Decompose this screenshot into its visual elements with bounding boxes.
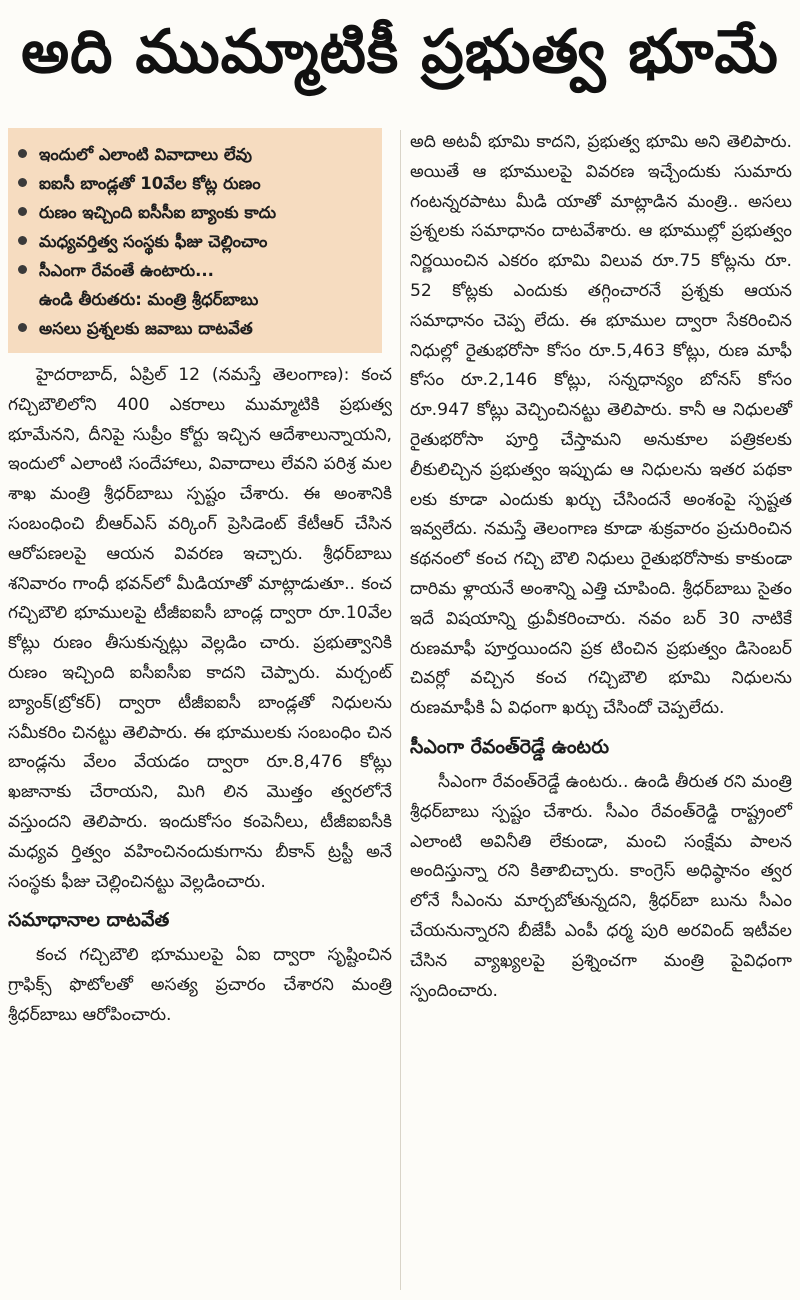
column-divider — [400, 130, 401, 1290]
highlight-text: ఇందులో ఎలాంటి వివాదాలు లేవు — [39, 145, 252, 164]
highlight-text: అసలు ప్రశ్నలకు జవాబు దాటవేత — [39, 319, 253, 338]
highlight-text: రుణం ఇచ్చింది ఐసీసీఐ బ్యాంకు కాదు — [39, 203, 277, 222]
article-body-right: అది అటవీ భూమి కాదని, ప్రభుత్వ భూమి అని తెలిపారు. అయితే ఆ భూములపై వివరణ ఇచ్చేందుకు సుమారు గంటన్నరపాటు మీడి యాతో మాట్లాడిన మంత్రి.. అసలు ప్రశ్నలకు సమాధానం దాటవేశారు. ఆ భూముల్లో ప్రభుత్వం నిర్ణయించిన ఎకరం భూమి విలువ రూ.75 కోట్లను రూ. 52 కోట్లకు ఎందుకు తగ్గించారనే ప్రశ్నకు ఆయన సమాధానం చెప్ప లేదు. ఈ భూముల ద్వారా సేకరించిన నిధుల్లో రైతుభరోసా కోసం రూ.5,463 కోట్లు, రుణ మాఫీ కోసం రూ.2,146 కోట్లు, సన్నధాన్యం బోనస్ కోసం రూ.947 కోట్లు వెచ్చించినట్టు తెలిపారు. కానీ ఆ నిధులతో రైతుభరోసా పూర్తి చేస్తామని అనుకూల పత్రికలకు లీకులిచ్చిన ప్రభుత్వం ఇప్పుడు ఆ నిధులను ఇతర పథకా లకు కూడా ఎందుకు ఖర్చు చేసిందనే అంశంపై స్పష్టత ఇవ్వలేదు. నమస్తే తెలంగాణ కూడా శుక్రవారం ప్రచురించిన కథనంలో కంచ గచ్చి బౌలి నిధులు రైతుభరోసాకు కాకుండా దారిమ ళ్లాయనే అంశాన్ని ఎత్తి చూపింది. శ్రీధర్‌బాబు సైతం ఇదే విషయాన్ని ధ్రువీకరించారు. నవం బర్ 30 నాటికే రుణమాఫీ పూర్తయిందని ప్రక టించిన ప్రభుత్వం డిసెంబర్ చివర్లో వచ్చిన కంచ గచ్చిబౌలి భూమి నిధులను రుణమాఫీకి ఏ విధంగా ఖర్చు చేసిందో చెప్పలేదు. — [410, 132, 792, 719]
headline: అది ముమ్మాటికీ ప్రభుత్వ భూమే — [21, 17, 779, 87]
highlight-text: సీఎంగా రేవంతే ఉంటారు... — [39, 261, 214, 280]
bullet-icon — [18, 178, 27, 187]
subheading-right: సీఎంగా రేవంత్‌రెడ్డే ఉంటరు — [410, 735, 610, 758]
highlight-item-continued — [18, 285, 374, 314]
highlight-text: మధ్యవర్తిత్వ సంస్థకు ఫీజు చెల్లించాం — [39, 232, 268, 251]
article-body-left: హైదరాబాద్, ఏప్రిల్ 12 (నమస్తే తెలంగాణ): కంచ గచ్చిబౌలిలోని 400 ఎకరాలు ముమ్మాటికి ప్రభుత్వ భూమేనని, దీనిపై సుప్రీం కోర్టు ఇచ్చిన ఆదేశాలున్నాయని, ఇందులో ఎలాంటి సందేహాలు, వివాదాలు లేవని పరిశ్ర మల శాఖ మంత్రి శ్రీధర్‌బాబు స్పష్టం చేశారు. ఈ అంశానికి సంబంధించి బీఆర్‌ఎస్ వర్కింగ్ ప్రెసిడెంట్ కేటీఆర్ చేసిన ఆరోపణలపై ఆయన వివరణ ఇచ్చారు. శ్రీధర్‌బాబు శనివారం గాంధీ భవన్‌లో మీడియాతో మాట్లాడుతూ.. కంచ గచ్చిబౌలి భూములపై టీజీఐఐసీ బాండ్ల ద్వారా రూ.10వేల కోట్లు రుణం తీసుకున్నట్లు వెల్లడిం చారు. ప్రభుత్వానికి రుణం ఇచ్చింది ఐసీఐసీఐ కాదని చెప్పారు. మర్చంట్ బ్యాంక్(బ్రోకర్) ద్వారా టీజీఐఐసీ బాండ్లతో నిధులను సమీకరిం చినట్టు తెలిపారు. ఈ భూములకు సంబంధిం చిన బాండ్లను వేలం వేయడం ద్వారా రూ.8,476 కోట్లు ఖజానాకు చేరాయని, మిగి లిన మొత్తం త్వరలోనే వస్తుందని తెలిపారు. ఇందుకోసం కంపెనీలు, టీజీఐఐసీకి మధ్యవ ర్తిత్వం వహించినందుకుగాను బీకాన్ ట్రస్టీ అనే సంస్థకు ఫీజు చెల్లించినట్టు వెల్లడించారు. — [8, 365, 392, 892]
highlight-text: ఉండి తీరుతరు: మంత్రి శ్రీధర్‌బాబు — [39, 290, 259, 309]
highlight-item — [18, 169, 374, 198]
subheading-left: సమాధానాల దాటవేత — [8, 909, 170, 932]
highlight-text: ఐఐసీ బాండ్లతో 10వేల కోట్ల రుణం — [39, 174, 261, 193]
left-column — [8, 128, 392, 1031]
highlight-item — [18, 140, 374, 169]
highlight-item — [18, 227, 374, 256]
bullet-icon — [18, 149, 27, 158]
highlight-item — [18, 314, 374, 343]
article-body-right-2: సీఎంగా రేవంత్‌రెడ్డే ఉంటరు.. ఉండి తీరుత రని మంత్రి శ్రీధర్‌బాబు స్పష్టం చేశారు. సీఎం రేవంత్‌రెడ్డి రాష్ట్రంలో ఎలాంటి అవినీతి లేకుండా, మంచి సంక్షేమ పాలన అందిస్తున్నా రని కితాబిచ్చారు. కాంగ్రెస్ అధిష్ఠానం త్వర లోనే సీఎంను మార్చబోతున్నదని, శ్రీధర్‌బా బును సీఎం చేయనున్నారని బీజేపీ ఎంపీ ధర్మ పురి అరవింద్ ఇటీవల చేసిన వ్యాఖ్యలపై ప్రశ్నించగా మంత్రి పైవిధంగా స్పందించారు. — [410, 771, 792, 1001]
right-column — [410, 128, 792, 1006]
highlight-item — [18, 198, 374, 227]
bullet-icon — [18, 265, 27, 274]
bullet-icon — [18, 207, 27, 216]
bullet-icon — [18, 323, 27, 332]
highlight-item — [18, 256, 374, 285]
bullet-icon — [18, 236, 27, 245]
article-body-left-2: కంచ గచ్చిబౌలి భూములపై ఏఐ ద్వారా సృష్టించిన గ్రాఫిక్స్ ఫొటోలతో అసత్య ప్రచారం చేశారని మంత్రి శ్రీధర్‌బాబు ఆరోపించారు. — [8, 945, 392, 1025]
highlights-box — [8, 128, 382, 353]
